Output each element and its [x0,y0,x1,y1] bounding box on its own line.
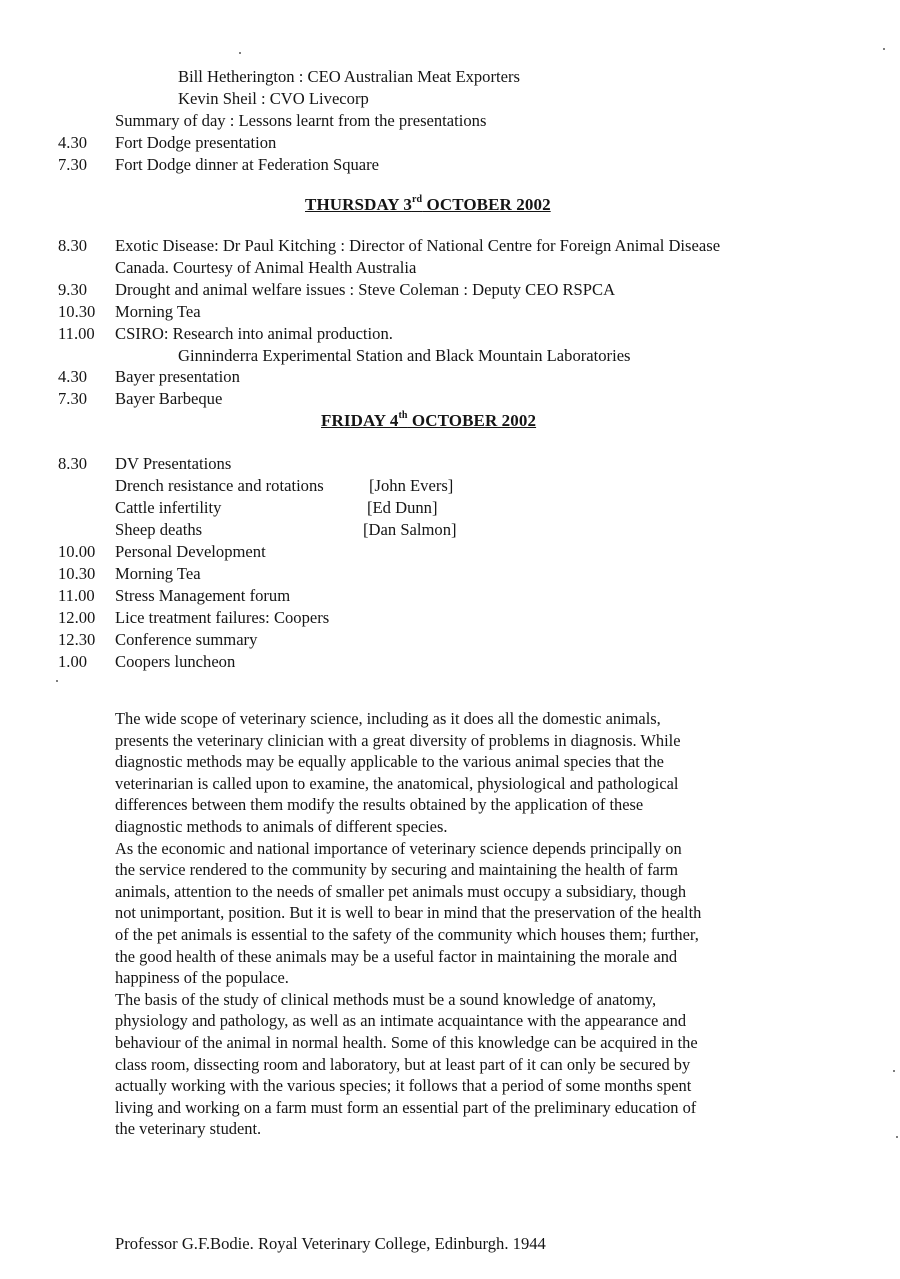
quotation-block [115,708,705,1140]
schedule-time: 7.30 [58,389,88,408]
friday-heading: FRIDAY 4th OCTOBER 2002 [321,410,537,430]
schedule-item: Exotic Disease: Dr Paul Kitching : Director of National Centre for Foreign Animal Disease [115,236,721,255]
schedule-time: 8.30 [58,454,88,473]
schedule-item: Lice treatment failures: Coopers [115,608,330,627]
schedule-time: 9.30 [58,280,88,299]
quotation-paragraph: The wide scope of veterinary science, including as it does all the domestic animals, presents the veterinary clinician with a great diversity of problems in diagnosis. While diagnostic methods may be equally applicable to the various animal species that the veterinarian is called upon to examine, the anatomical, physiological and pathological differences between them modify the results obtained by the application of these diagnostic methods to animals of different species. [115,709,681,836]
schedule-time: 10.30 [58,564,96,583]
dv-talk-speaker: [John Evers] [369,476,454,495]
schedule-time: 1.00 [58,652,88,671]
schedule-item-continued: Canada. Courtesy of Animal Health Australia [115,258,417,277]
thursday-heading: THURSDAY 3rd OCTOBER 2002 [305,194,551,214]
summary-of-day: Summary of day : Lessons learnt from the presentations [115,111,487,130]
quotation-attribution: Professor G.F.Bodie. Royal Veterinary College, Edinburgh. 1944 [115,1234,546,1253]
schedule-item: Stress Management forum [115,586,291,605]
schedule-item: Bayer presentation [115,367,240,386]
dv-talk-topic: Drench resistance and rotations [115,476,324,495]
dv-talk-speaker: [Dan Salmon] [363,520,457,539]
scan-speck [56,680,58,682]
schedule-time: 4.30 [58,367,88,386]
schedule-time: 10.00 [58,542,96,561]
schedule-item: Fort Dodge presentation [115,133,277,152]
schedule-time: 12.00 [58,608,96,627]
schedule-item: Morning Tea [115,564,201,583]
schedule-time: 11.00 [58,586,95,605]
schedule-time: 11.00 [58,324,95,343]
scan-speck [893,1070,895,1072]
scan-speck [883,48,885,50]
quotation-paragraph: As the economic and national importance of veterinary science depends principally on the service rendered to the community by securing and maintaining the health of farm animals, attention to the needs of smaller pet animals must occupy a subsidiary, though not unimportant, position. But it is well to bear in mind that the preservation of the health of the pet animals is essential to the safety of the community which houses them; further, the good health of these animals may be a useful factor in maintaining the morale and happiness of the populace. [115,838,702,988]
dv-talk-topic: Sheep deaths [115,520,203,539]
scan-speck [239,52,241,54]
dv-talk-topic: Cattle infertility [115,498,222,517]
schedule-time: 10.30 [58,302,96,321]
schedule-item-continued: Ginninderra Experimental Station and Black Mountain Laboratories [178,346,631,365]
schedule-item: Bayer Barbeque [115,389,223,408]
schedule-time: 4.30 [58,133,88,152]
schedule-item: Fort Dodge dinner at Federation Square [115,155,380,174]
quotation-paragraph: The basis of the study of clinical methods must be a sound knowledge of anatomy, physiology and pathology, as well as an intimate acquaintance with the appearance and behaviour of the animal in normal health. Some of this knowledge can be acquired in the class room, dissecting room and laboratory, but at least part of it can only be secured by actually working with the various species; it follows that a period of some months spent living and working on a farm must form an essential part of the preliminary education of the veterinary student. [115,989,698,1139]
schedule-item: Morning Tea [115,302,201,321]
schedule-time: 7.30 [58,155,88,174]
schedule-item: Drought and animal welfare issues : Steve Coleman : Deputy CEO RSPCA [115,280,616,299]
dv-talk-speaker: [Ed Dunn] [367,498,438,517]
schedule-time: 8.30 [58,236,88,255]
speaker-sheil: Kevin Sheil : CVO Livecorp [178,89,369,108]
dv-presentations-title: DV Presentations [115,454,232,473]
scan-speck [896,1136,898,1138]
schedule-item: Conference summary [115,630,258,649]
speaker-hetherington: Bill Hetherington : CEO Australian Meat Exporters [178,67,520,86]
schedule-item: Personal Development [115,542,266,561]
schedule-item: Coopers luncheon [115,652,236,671]
schedule-item: CSIRO: Research into animal production. [115,324,393,343]
schedule-time: 12.30 [58,630,96,649]
